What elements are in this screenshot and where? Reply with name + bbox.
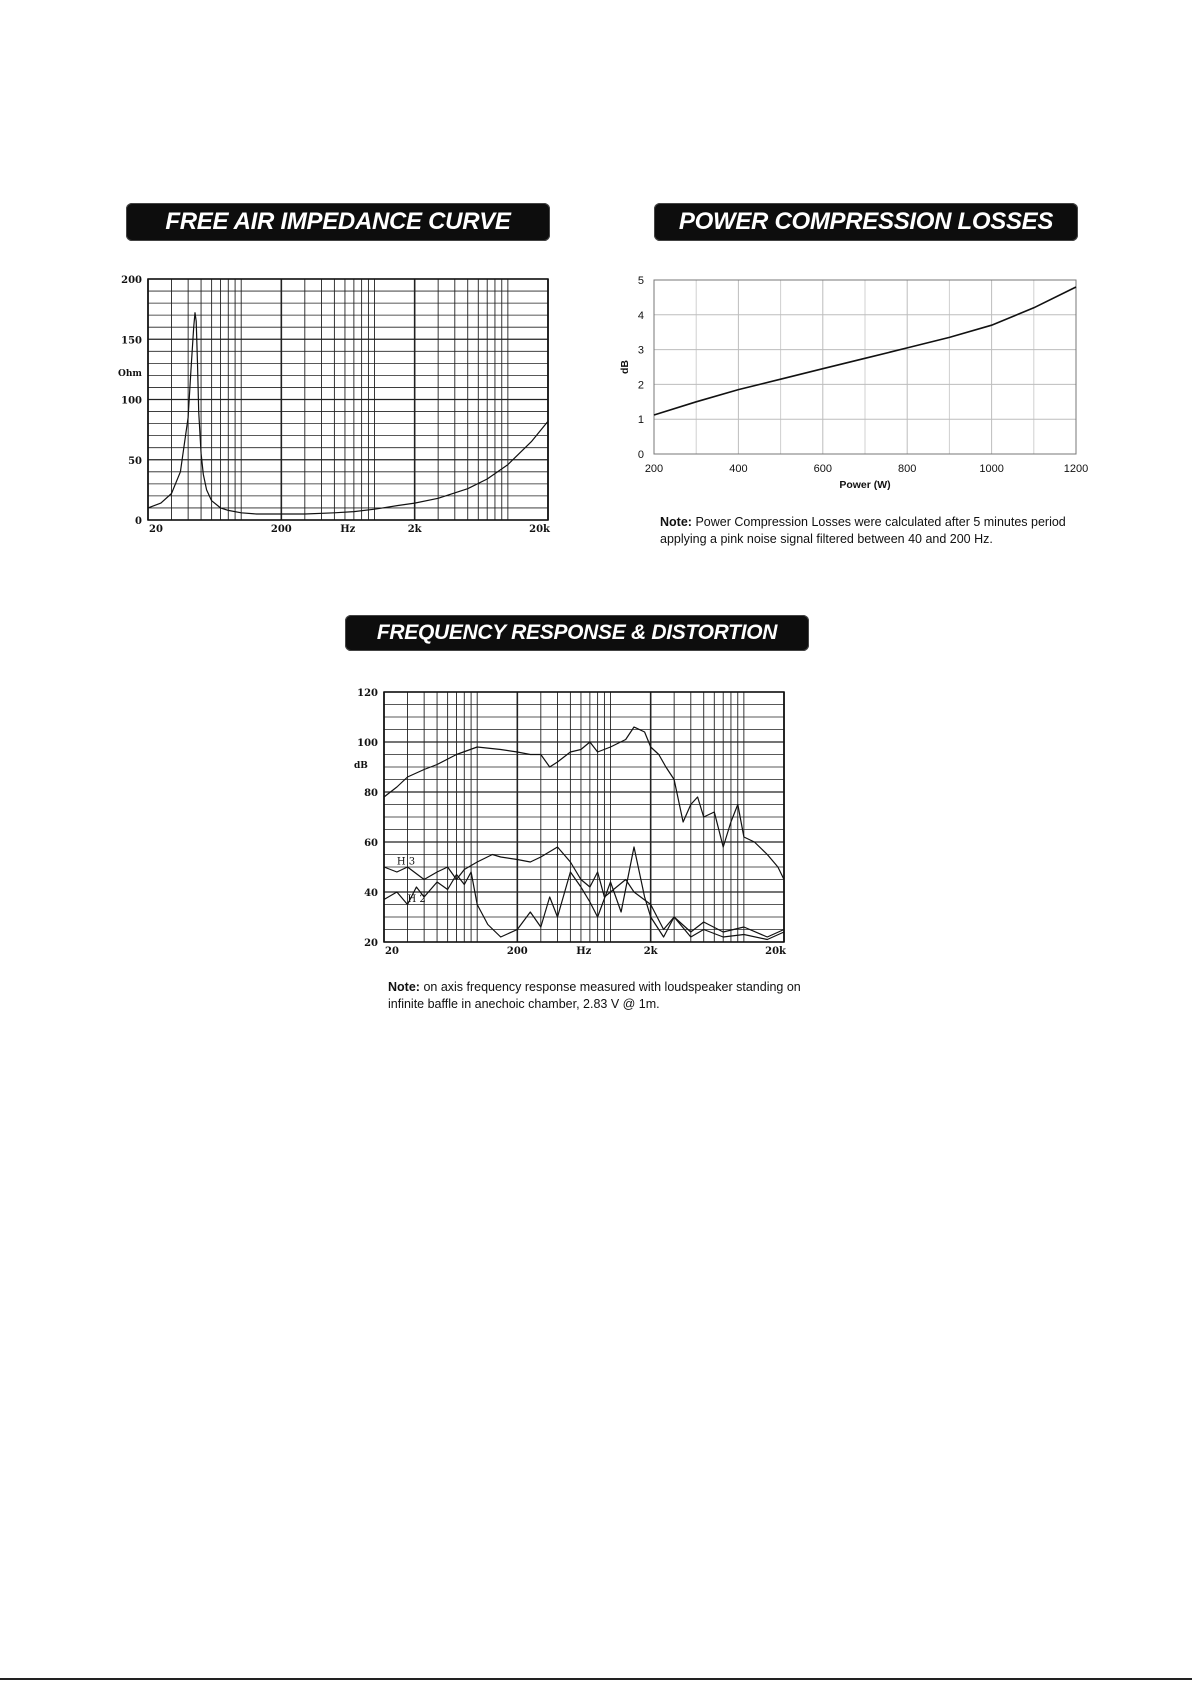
y-tick-label: 2 [637,379,644,392]
y-tick-label: 50 [128,455,142,467]
compression-note [660,514,1100,548]
compression-chart [619,272,1090,502]
frequency-note [388,979,808,1013]
compression-note-label: Note: [660,515,692,529]
y-tick-label: 200 [121,275,142,286]
x-tick-label: 20k [765,946,786,957]
x-tick-label: 2k [407,524,422,535]
y-tick-label: 0 [637,449,644,461]
x-tick-label: 200 [644,463,664,475]
y-tick-label: 20 [364,938,378,949]
y-tick-label: 100 [121,395,142,407]
x-tick-label: 400 [729,463,748,475]
x-tick-label: 20 [385,946,399,957]
x-tick-label: Hz [340,524,356,535]
y-axis-label: dB [619,360,631,374]
y-tick-label: 4 [637,309,644,322]
series-label-h2: H 2 [407,894,426,905]
y-tick-label: 3 [637,344,644,357]
page-bottom-rule [0,1678,1192,1680]
x-axis-label: Power (W) [839,479,891,491]
x-tick-label: 800 [898,463,917,475]
y-tick-label: 40 [364,888,378,899]
y-tick-label: 5 [637,275,644,287]
y-axis-label: Ohm [118,369,142,379]
x-tick-label: 1200 [1063,463,1089,475]
y-tick-label: 1 [637,414,644,427]
y-tick-label: 60 [364,838,378,849]
y-tick-label: 120 [357,688,378,699]
frequency-chart [350,686,790,956]
series-line-main [384,727,784,880]
y-tick-label: 150 [121,335,142,347]
impedance-chart [108,272,558,544]
x-tick-label: 200 [270,524,292,535]
x-tick-label: 20k [529,524,550,535]
impedance-chart-title: FREE AIR IMPEDANCE CURVE [126,203,550,241]
frequency-note-text: on axis frequency response measured with loudspeaker standing on infinite baffle in anechoic chamber, 2.83 V @ 1m. [388,980,801,1011]
x-tick-label: 200 [506,946,528,957]
compression-chart-title: POWER COMPRESSION LOSSES [654,203,1078,241]
series-line-h2 [384,847,784,940]
y-axis-label: dB [354,761,368,771]
x-tick-label: Hz [576,946,592,957]
frequency-note-label: Note: [388,980,420,994]
y-tick-label: 0 [135,516,142,527]
series-label-h3: H 3 [396,856,416,868]
x-tick-label: 600 [813,463,832,475]
y-tick-label: 100 [357,738,378,749]
x-tick-label: 1000 [979,463,1004,475]
frequency-chart-title: FREQUENCY RESPONSE & DISTORTION [345,615,809,651]
x-tick-label: 20 [149,524,163,535]
x-tick-label: 2k [643,946,658,957]
y-tick-label: 80 [364,788,378,799]
compression-note-text: Power Compression Losses were calculated after 5 minutes period applying a pink noise signal filtered between 40 and 200 Hz. [660,515,1066,546]
